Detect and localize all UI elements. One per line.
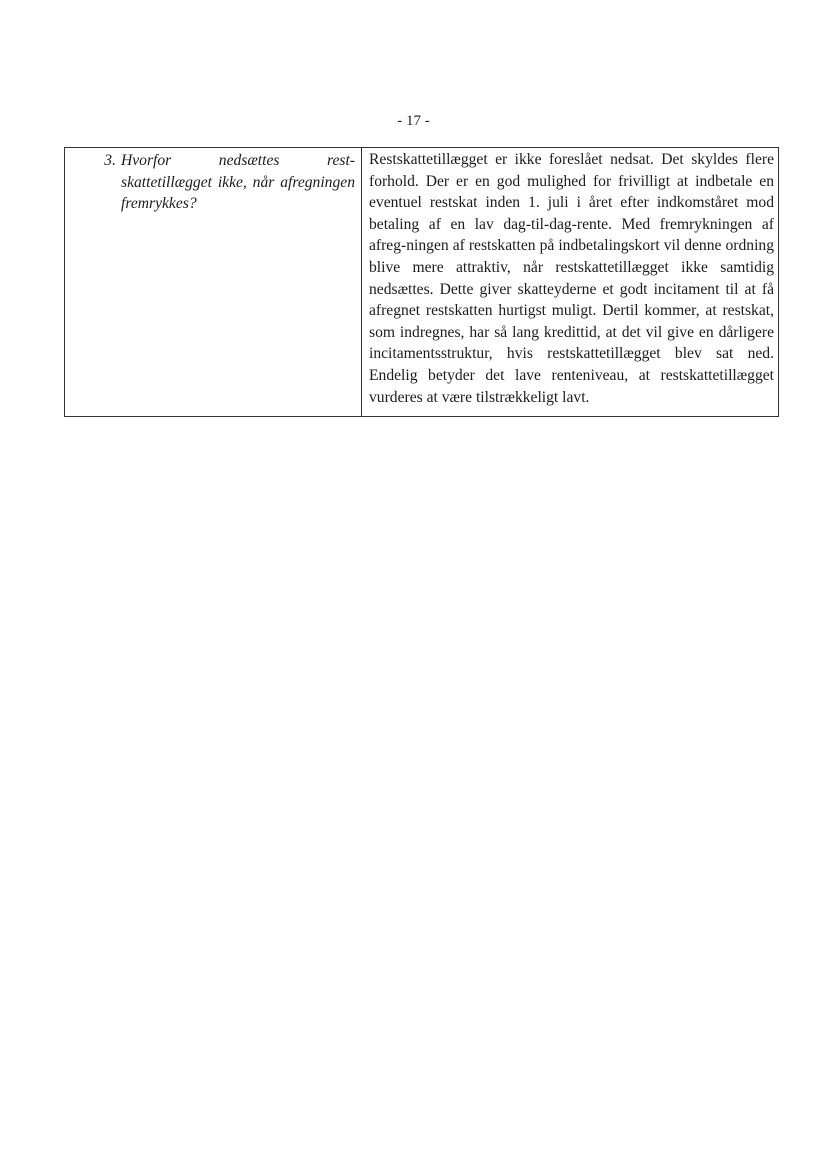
question [71, 150, 355, 215]
table-row [65, 148, 779, 417]
qa-table [64, 147, 779, 417]
page-number: - 17 - [397, 113, 430, 129]
answer-cell [362, 148, 779, 417]
question-cell [65, 148, 362, 417]
question-number: 3. [104, 152, 116, 169]
question-text: Hvorfor nedsættes rest-skattetillægget ikke, når afregningen fremrykkes? [121, 152, 355, 213]
answer-text: Restskattetillægget er ikke foreslået nedsat. Det skyldes flere forhold. Der er en god mulighed for frivilligt at indbetale en eventuel restskat inden 1. juli i året efter indkomståret mod betaling af en lav dag-til-dag-rente. Med fremrykningen af afreg-ningen af restskatten på indbetalingskort vil denne ordning blive mere attraktiv, når restskattetillægget ikke samtidig nedsættes. Dette giver skatteyderne et godt incitament til at få afregnet restskatten hurtigst muligt. Dertil kommer, at restskat, som indregnes, har så lang kredittid, at det vil give en dårligere incitamentsstruktur, hvis restskattetillægget blev sat ned. Endelig betyder det lave renteniveau, at restskattetillægget vurderes at være tilstrækkeligt lavt. [369, 151, 774, 406]
